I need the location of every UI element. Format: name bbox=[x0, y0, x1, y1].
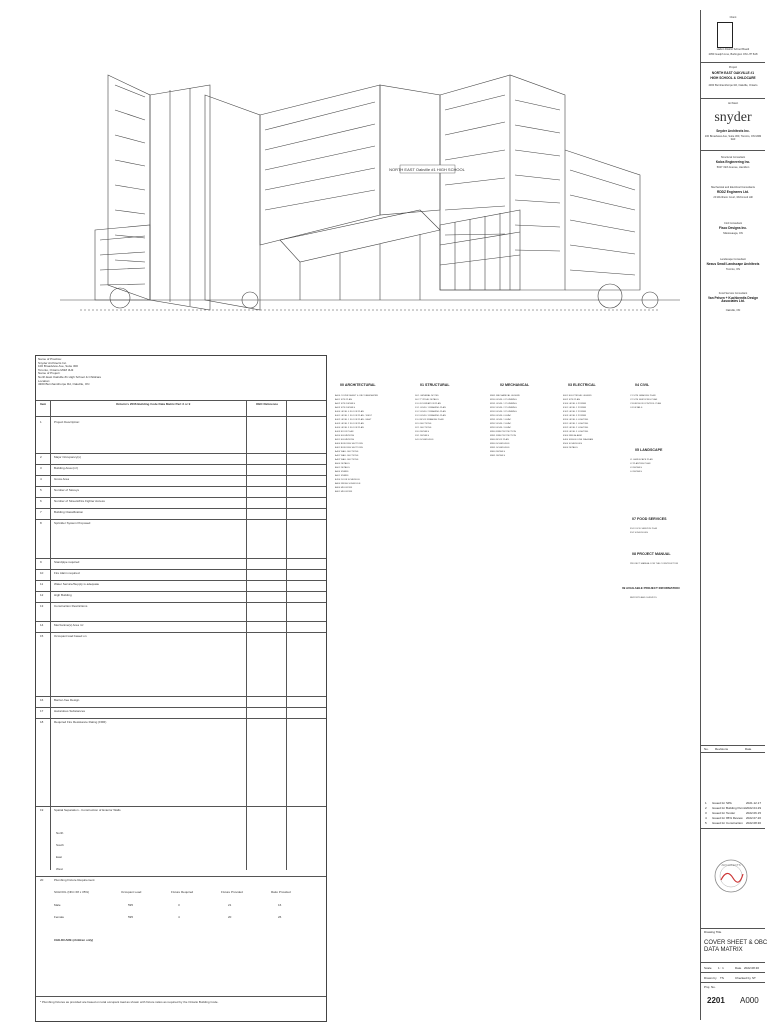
text-label: 12 bbox=[40, 593, 44, 597]
consultant-name: Nexus Small Landscape Architects bbox=[706, 262, 760, 266]
text-label: Date bbox=[735, 966, 742, 970]
drawing-list-mechanical bbox=[490, 394, 520, 458]
text-label: L1 LANDSCAPE PLAN bbox=[630, 459, 653, 461]
obc-row: Spatial Separation - Construction of Exterior Walls bbox=[54, 808, 121, 812]
text-label: M301 FIRE PROTECTION bbox=[490, 435, 517, 437]
text-label: E002 SITE PLAN bbox=[563, 399, 580, 401]
project-name-1: NORTH EAST OAKVILLE #1 bbox=[711, 71, 755, 75]
list-title-project-manual: 08 PROJECT MANUAL bbox=[632, 552, 671, 556]
rev-no: 1 bbox=[705, 801, 707, 805]
text-label: Proj. No. bbox=[704, 985, 716, 989]
seal-text: ARCHITECTS bbox=[721, 863, 741, 867]
obc-row: Project Description: bbox=[54, 420, 81, 424]
text-label: Checked by bbox=[735, 976, 751, 980]
obc-col-ref: OBC Reference bbox=[256, 402, 279, 406]
text-label: M600 DETAILS bbox=[490, 451, 506, 453]
drawing-list-architectural bbox=[335, 394, 378, 494]
rev-no: 5 bbox=[705, 821, 707, 825]
text-label: A402 WALL SECTIONS bbox=[335, 459, 359, 461]
text-label: A300 BUILDING SECTIONS bbox=[335, 443, 363, 445]
text-label: C1 SITE GRADING PLAN bbox=[630, 395, 656, 397]
drawing-date: 2022.08.30 bbox=[744, 966, 760, 970]
rev-desc: Issued for 95% Review bbox=[712, 816, 743, 820]
text-label: Location: bbox=[38, 378, 51, 383]
text-label: Mechanical and Electrical Consultants bbox=[711, 186, 755, 189]
text-label: A601 STAIRS bbox=[335, 475, 349, 477]
client-label: Client bbox=[729, 16, 737, 19]
rev-desc: Issued for Building Permit bbox=[712, 806, 747, 810]
obc-row: Hazardous Substances bbox=[54, 709, 86, 713]
text-label: South bbox=[56, 843, 64, 847]
text-label: A105 ROOF PLAN bbox=[335, 431, 354, 433]
drawing-number: A000 bbox=[740, 996, 759, 1005]
text-label: Drawn by bbox=[704, 976, 717, 980]
text-label: CHILDCARE (children only) bbox=[54, 938, 94, 942]
text-label: Landscape Consultant bbox=[720, 258, 746, 261]
text-label: A400 WALL SECTIONS bbox=[335, 451, 359, 453]
snyder-logo: snyder bbox=[714, 110, 752, 125]
client-name: Halton District School Board bbox=[716, 48, 750, 51]
drawing-list-landscape bbox=[630, 458, 653, 474]
obc-col-desc: Ontario's 2006 Building Code Data Matrix Part 3 or 9 bbox=[116, 402, 191, 406]
text-label: A800 FINISH SCHEDULE bbox=[335, 483, 361, 485]
rev-no: 4 bbox=[705, 816, 707, 820]
text-label: East bbox=[56, 855, 63, 859]
text-label: E103 LEVEL 3 POWER bbox=[563, 415, 587, 417]
drawn-by: TS bbox=[720, 976, 724, 980]
text-label: S3.0 DETAILS bbox=[415, 431, 430, 433]
obc-row: Water Service/Supply is adequate bbox=[54, 582, 100, 586]
drawing-title-1: COVER SHEET & OBC bbox=[704, 940, 768, 946]
text-label: REPORTS AND SURVEYS bbox=[630, 597, 657, 599]
obc-row: Plumbing Fixture Requirement bbox=[54, 878, 95, 882]
text-label: Name of Practice: bbox=[38, 357, 62, 361]
text-label: Scale bbox=[704, 966, 712, 970]
text-label: Oakville, ON bbox=[725, 309, 741, 312]
text-label: S1.4 ROOF FRAMING PLAN bbox=[415, 419, 444, 421]
text-label: 6 bbox=[40, 499, 42, 503]
text-label: E300 FIRE ALARM bbox=[563, 435, 582, 437]
text-label: M103 LEVEL 3 PLUMBING bbox=[490, 411, 517, 413]
consultant-name: Fisco Designs Inc. bbox=[719, 226, 747, 230]
obc-row: Fire Alarm required bbox=[54, 571, 80, 575]
text-label: A501 DETAILS bbox=[335, 467, 350, 469]
text-label: Toronto, ON bbox=[726, 268, 740, 271]
drawing-title-2: DATA MATRIX bbox=[704, 947, 743, 953]
text-label: 7 bbox=[40, 510, 42, 514]
text-label: E001 ELECTRICAL LEGEND bbox=[563, 395, 592, 397]
obc-row: Gross Area bbox=[54, 477, 70, 481]
text-label: Male bbox=[54, 903, 61, 907]
building-rendering bbox=[0, 0, 700, 352]
text-label: M101 LEVEL 1 PLUMBING bbox=[490, 403, 517, 405]
drawing-list-project-manual bbox=[630, 562, 678, 566]
obc-row: Major Occupancy(s) bbox=[54, 455, 81, 459]
rev-col-no: No. bbox=[704, 747, 709, 751]
text-label: Structural Consultant bbox=[720, 156, 746, 159]
list-title-structural: 01 STRUCTURAL bbox=[420, 383, 450, 387]
text-label: A200 ELEVATIONS bbox=[335, 435, 355, 437]
text-label: A002 SITE DETAILS bbox=[335, 403, 356, 405]
text-label: 5 bbox=[40, 488, 42, 492]
obc-heading bbox=[38, 358, 101, 387]
text-label: A401 WALL SECTIONS bbox=[335, 455, 359, 457]
text-label: M001 MECHANICAL LEGEND bbox=[490, 395, 520, 397]
text-label: Snyder Architects Inc. bbox=[38, 360, 68, 365]
text-label: S1.1 LEVEL 1 FRAMING PLAN bbox=[415, 407, 446, 409]
text-label: FS2 SCHEDULES bbox=[630, 532, 648, 534]
text-label: S4.0 SCHEDULES bbox=[415, 439, 434, 441]
text-label: 16 bbox=[40, 698, 44, 702]
obc-row: Building Classification bbox=[54, 510, 84, 514]
list-title-food-services: 07 FOOD SERVICES bbox=[632, 517, 667, 521]
text-label: A700 DOOR SCHEDULE bbox=[335, 479, 360, 481]
text-label: FS1 FOOD SERVICE PLAN bbox=[630, 528, 658, 530]
checked-by: ST bbox=[752, 976, 756, 980]
text-label: A003 SITE DETAILS bbox=[335, 407, 356, 409]
text-label: North East Oakville #1 High School & Childcare bbox=[38, 374, 102, 379]
drawing-list-electrical bbox=[563, 394, 593, 450]
text-label: Mississauga, ON bbox=[723, 232, 743, 235]
text-label: E400 SINGLE LINE DIAGRAM bbox=[563, 439, 594, 441]
text-label: 17 bbox=[40, 709, 44, 713]
school-sign: NORTH EAST Oakville #1 HIGH SCHOOL bbox=[389, 167, 465, 172]
text-label: M202 LEVEL 2 HVAC bbox=[490, 423, 512, 425]
consultant-name: Kalos Engineering Inc. bbox=[715, 160, 751, 164]
text-label: A201 ELEVATIONS bbox=[335, 439, 355, 441]
rev-desc: Issued for Tender bbox=[712, 811, 736, 815]
text-label: L4 DETAILS bbox=[630, 471, 642, 473]
text-label: E100 LEVEL 0 POWER bbox=[563, 403, 587, 405]
text-label: Toronto, Ontario M4M 3H3 bbox=[38, 367, 74, 372]
text-label: M102 LEVEL 2 PLUMBING bbox=[490, 407, 517, 409]
text-label: E201 LEVEL 1 LIGHTING bbox=[563, 423, 589, 425]
architect-seal-icon bbox=[713, 858, 749, 894]
text-label: 8 bbox=[40, 521, 42, 525]
text-label: 19 bbox=[40, 808, 44, 812]
list-title-architectural: 00 ARCHITECTURAL bbox=[340, 383, 376, 387]
text-label: E600 DETAILS bbox=[563, 447, 578, 449]
rev-date: 2022.07.20 bbox=[746, 816, 762, 820]
text-label: M400 ROOF PLAN bbox=[490, 439, 509, 441]
text-label: Fixture Provided bbox=[221, 890, 243, 894]
text-label: E101 LEVEL 1 POWER bbox=[563, 407, 587, 409]
project-address: 4300 Burnhamthorpe Rd, Oakville, Ontario bbox=[708, 84, 758, 87]
text-label: E500 SCHEDULES bbox=[563, 443, 583, 445]
text-label: 20 bbox=[40, 878, 44, 882]
text-label: L2 PLANTING PLAN bbox=[630, 463, 651, 465]
obc-row: Building Area (m²) bbox=[54, 466, 79, 470]
text-label: M601 DETAILS bbox=[490, 455, 506, 457]
obc-row: Standpipe required bbox=[54, 560, 80, 564]
text-label: 11 bbox=[40, 582, 44, 586]
text-label: 18 bbox=[40, 720, 44, 724]
consultant-name: RDDZ Engineers Ltd. bbox=[717, 190, 749, 194]
rev-desc: Issued for SPA bbox=[712, 801, 732, 805]
text-label: M500 SCHEDULES bbox=[490, 443, 510, 445]
architect-label: Architect bbox=[727, 102, 739, 105]
obc-row: Number of Streets/Fire Fighter Access bbox=[54, 499, 105, 503]
rev-no: 3 bbox=[705, 811, 707, 815]
text-label: 20 bbox=[228, 915, 232, 919]
drawing-title-label: Drawing Title bbox=[704, 930, 722, 934]
rev-date: 2022.04.29 bbox=[746, 806, 762, 810]
text-label: S1.0 FOUNDATION PLAN bbox=[415, 403, 441, 405]
text-label: 4 bbox=[178, 915, 180, 919]
text-label: 15 bbox=[40, 634, 44, 638]
text-label: North bbox=[56, 831, 64, 835]
obc-row: Sprinkler System Proposed bbox=[54, 521, 91, 525]
list-title-mechanical: 02 MECHANICAL bbox=[500, 383, 530, 387]
text-label: PROJECT MANUAL FOR THE CONSTRUCTION bbox=[630, 563, 679, 565]
text-label: A901 MILLWORK bbox=[335, 491, 353, 493]
text-label: 2 bbox=[40, 455, 42, 459]
text-label: Female bbox=[54, 915, 65, 919]
architect-name: Snyder Architects Inc. bbox=[716, 129, 750, 133]
text-label: S1.2 LEVEL 2 FRAMING PLAN bbox=[415, 411, 446, 413]
text-label: A000 COVER SHEET & OBC DATA MATRIX bbox=[335, 395, 379, 397]
text-label: A600 STAIRS bbox=[335, 471, 349, 473]
list-title-project-info: 09 AVAILABLE PROJECT INFORMATION bbox=[622, 586, 680, 590]
drawing-scale: 1 : 1 bbox=[718, 966, 724, 970]
text-label: M201 LEVEL 1 HVAC bbox=[490, 419, 512, 421]
obc-row: Barrier-free Design bbox=[54, 698, 80, 702]
text-label: Civil Consultant bbox=[723, 222, 743, 225]
rev-date: 2021.12.17 bbox=[746, 801, 762, 805]
text-label: M300 FIRE PROTECTION bbox=[490, 431, 517, 433]
obc-col-item: Item bbox=[40, 402, 47, 406]
text-label: 9 bbox=[40, 560, 42, 564]
text-label: A101 LEVEL 1 FLOOR PLAN - WEST bbox=[335, 415, 372, 417]
text-label: L3 DETAILS bbox=[630, 467, 642, 469]
text-label: S1.3 LEVEL 3 FRAMING PLAN bbox=[415, 415, 446, 417]
text-label: A500 DETAILS bbox=[335, 463, 350, 465]
text-label: C4 DETAILS bbox=[630, 407, 643, 409]
text-label: M200 LEVEL 0 HVAC bbox=[490, 415, 512, 417]
drawing-list-civil bbox=[630, 394, 661, 410]
text-label: 100 Broadview Ave, Suite 300 bbox=[38, 364, 78, 369]
text-label: Name of Project: bbox=[38, 371, 61, 376]
drawing-list-food-services bbox=[630, 527, 657, 535]
obc-row: Mezzanine(s) Area m² bbox=[54, 623, 84, 627]
text-label: A102 LEVEL 1 FLOOR PLAN - EAST bbox=[335, 419, 372, 421]
text-label: E202 LEVEL 2 LIGHTING bbox=[563, 427, 589, 429]
rev-desc: Issued for Construction bbox=[712, 821, 743, 825]
client-address: 2050 Guelph Line, Burlington ON L7P 5A8 bbox=[708, 53, 758, 56]
text-label: S0.1 GENERAL NOTES bbox=[415, 395, 439, 397]
client-logo-icon bbox=[717, 22, 733, 48]
obc-row: High Building bbox=[54, 593, 72, 597]
obc-footnote: * Plumbing fixtures as provided are based on total occupant load as shown with fixture ratios as required by the Ontario Building Code. bbox=[40, 1000, 219, 1004]
obc-row: Construction Restrictions bbox=[54, 604, 88, 608]
list-title-electrical: 03 ELECTRICAL bbox=[568, 383, 596, 387]
text-label: A104 LEVEL 3 FLOOR PLAN bbox=[335, 427, 364, 429]
text-label: 5027 19th Avenue, Hamilton bbox=[716, 166, 750, 169]
text-label: C3 EROSION CONTROL PLAN bbox=[630, 403, 662, 405]
text-label: A001 SITE PLAN bbox=[335, 399, 352, 401]
text-label: E102 LEVEL 2 POWER bbox=[563, 411, 587, 413]
text-label: Occupant Load bbox=[121, 890, 142, 894]
obc-data-matrix bbox=[35, 355, 327, 1022]
text-label: 4300 Burnhamthorpe Rd, Oakville, ON bbox=[38, 382, 90, 387]
text-label: 595 bbox=[128, 903, 134, 907]
text-label: 21 bbox=[228, 903, 232, 907]
text-label: A301 BUILDING SECTIONS bbox=[335, 447, 363, 449]
list-title-landscape: 05 LANDSCAPE bbox=[635, 448, 663, 452]
text-label: C2 SITE SERVICING PLAN bbox=[630, 399, 658, 401]
text-label: S2.1 SECTIONS bbox=[415, 427, 432, 429]
rev-col-date: Date bbox=[745, 747, 752, 751]
text-label: 20 Wertheim Court, Richmond Hill bbox=[713, 196, 753, 199]
text-label: E200 LEVEL 0 LIGHTING bbox=[563, 419, 589, 421]
text-label: 3 bbox=[178, 903, 180, 907]
drawing-list-project-info bbox=[630, 596, 657, 600]
list-title-civil: 04 CIVIL bbox=[635, 383, 650, 387]
text-label: A100 LEVEL 0 FLOOR PLAN bbox=[335, 411, 364, 413]
rev-date: 2022.08.30 bbox=[746, 821, 762, 825]
project-name-2: HIGH SCHOOL & CHILDCARE bbox=[710, 76, 756, 80]
text-label: S2.0 SECTIONS bbox=[415, 423, 432, 425]
text-label: S3.1 DETAILS bbox=[415, 435, 430, 437]
text-label: 16 bbox=[278, 903, 282, 907]
text-label: Fixture Required bbox=[171, 890, 194, 894]
rev-no: 2 bbox=[705, 806, 707, 810]
project-number: 2201 bbox=[707, 996, 725, 1005]
text-label: 13 bbox=[40, 604, 44, 608]
text-label: A103 LEVEL 2 FLOOR PLAN bbox=[335, 423, 364, 425]
project-label: Project bbox=[728, 66, 738, 69]
obc-row: Required Fire Resistance Rating (FRR) bbox=[54, 720, 107, 724]
architect-address: 100 Broadview Ave, Suite 300, Toronto, ON M4M 3H3 bbox=[704, 135, 762, 142]
text-label: M203 LEVEL 3 HVAC bbox=[490, 427, 512, 429]
text-label: 14 bbox=[40, 623, 44, 627]
text-label: M501 SCHEDULES bbox=[490, 447, 510, 449]
text-label: S0.2 TYPICAL DETAILS bbox=[415, 399, 439, 401]
text-label: 10 bbox=[40, 571, 44, 575]
text-label: 4 bbox=[40, 477, 42, 481]
text-label: 3 bbox=[40, 466, 42, 470]
text-label: E203 LEVEL 3 LIGHTING bbox=[563, 431, 589, 433]
text-label: Ratio Provided bbox=[271, 890, 291, 894]
text-label: A900 MILLWORK bbox=[335, 487, 353, 489]
obc-row: Number of Storeys bbox=[54, 488, 80, 492]
text-label: 595 bbox=[128, 915, 134, 919]
text-label: SCHOOL (NKC 68 x 35%) bbox=[54, 890, 90, 894]
rev-col-rev: Revisions bbox=[715, 747, 729, 751]
text-label: 1 bbox=[40, 420, 42, 424]
drawing-list-structural bbox=[415, 394, 446, 442]
text-label: Food Service Consultant bbox=[718, 292, 748, 295]
consultant-name: Van Pelsen + Kuchkemits Design Associates Ltd. bbox=[707, 296, 759, 304]
text-label: M100 LEVEL 0 PLUMBING bbox=[490, 399, 517, 401]
rev-date: 2022.06.15 bbox=[746, 811, 762, 815]
text-label: West bbox=[56, 867, 63, 871]
obc-row: Occupant load based on bbox=[54, 634, 87, 638]
text-label: 26 bbox=[278, 915, 282, 919]
